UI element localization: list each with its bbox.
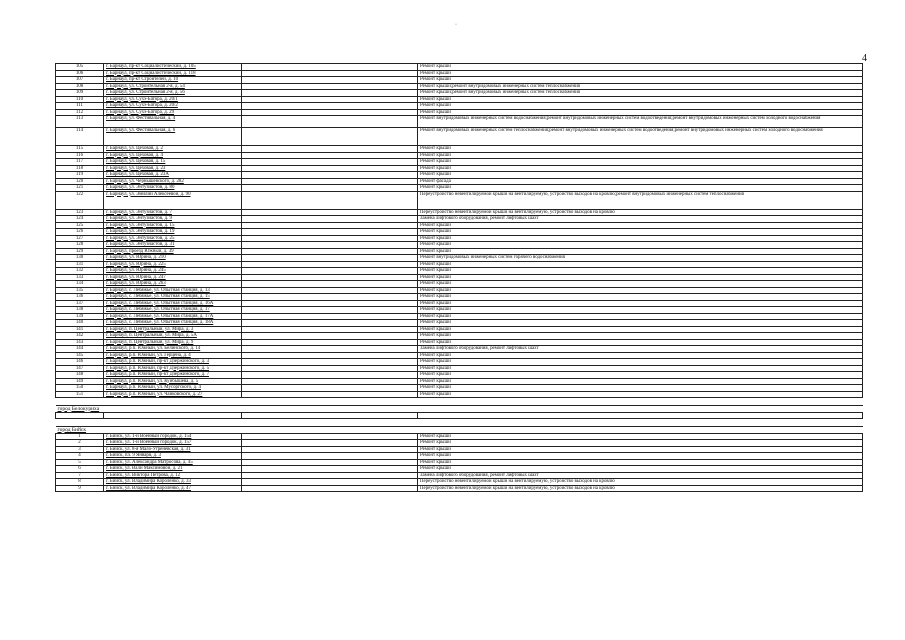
row-work-type: Ремонт крыши <box>418 103 863 110</box>
row-number: 1 <box>56 433 104 440</box>
row-address: г. Барнаул, с. Лебяжье, ул. Опытная станция, д. 18А <box>104 320 242 327</box>
row-address: г. Барнаул, пр-кт Строителей, д. 10 <box>104 77 242 84</box>
row-address: г. Барнаул, ул. Юрина, д. 247 <box>104 274 242 281</box>
row-work-type: Ремонт крыши <box>418 453 863 460</box>
row-address: г. Барнаул, ул. Энтузиастов, д. 31 <box>104 242 242 249</box>
row-number: 120 <box>56 178 104 185</box>
row-number: 2 <box>56 440 104 447</box>
row-number: 125 <box>56 222 104 229</box>
row-work-type: Переустройство невентилируемой крыши на вентилируемую, устройство выходов на кровлю <box>418 479 863 486</box>
row-work-type: Ремонт крыши <box>418 446 863 453</box>
row-work-type: Ремонт крыши <box>418 146 863 153</box>
row-work-type: Ремонт крыши <box>418 326 863 333</box>
table-row <box>56 191 863 209</box>
row-address: г. Барнаул, р.п. Южный, ул. Чайковского, д. 27 <box>104 391 242 398</box>
row-work-type: Ремонт крыши <box>418 287 863 294</box>
row-address: г. Барнаул, пр-кт Социалистический, д. 118 <box>104 70 242 77</box>
row-work-type: Ремонт внутридомовых инженерных систем горячего водоснабжения <box>418 255 863 262</box>
row-number: 130 <box>56 255 104 262</box>
row-address: г. Барнаул, ул. Юрина, д. 263 <box>104 281 242 288</box>
row-work-type: Ремонт крыши <box>418 433 863 440</box>
row-number: 131 <box>56 261 104 268</box>
row-number: 3 <box>56 446 104 453</box>
row-address: г. Барнаул, р.п. Южный, ул. Мусоргского, д. 4 <box>104 385 242 392</box>
row-address: г. Бийск, ул. Владимира Короленко, д. 47 <box>104 485 242 492</box>
row-number: 133 <box>56 274 104 281</box>
row-address: г. Барнаул, с. Лебяжье, ул. Опытная станция, д. 17А <box>104 313 242 320</box>
row-number: 143 <box>56 339 104 346</box>
row-work-type: Ремонт крыши <box>418 352 863 359</box>
row-work-type: Ремонт внутридомовых инженерных систем теплоснабжения;ремонт внутридомовых инженерных систем водоотведения;ремонт внутридомовых инженерных систем холодного водоснабжения <box>418 128 863 146</box>
row-number: 132 <box>56 268 104 275</box>
row-address: г. Барнаул, ул. Цеховая, д. 4 <box>104 152 242 159</box>
row-number: 115 <box>56 146 104 153</box>
row-address: г. Барнаул, ул. Юрина, д. 225 <box>104 261 242 268</box>
row-address: г. Барнаул, ул. Сухэ-Батора, д. 20/2 <box>104 103 242 110</box>
row-work-type: Ремонт крыши;ремонт внутридомовых инженерных систем теплоснабжения <box>418 83 863 90</box>
row-work-type: Ремонт крыши <box>418 222 863 229</box>
row-address: г. Барнаул, ул. Сухэ-Батора, д. 20/1 <box>104 96 242 103</box>
row-number: 151 <box>56 391 104 398</box>
row-number: 117 <box>56 159 104 166</box>
row-number: 121 <box>56 185 104 192</box>
row-number: 4 <box>56 453 104 460</box>
row-address: г. Бийск, ул. Александра Матросова, д. 45 <box>104 459 242 466</box>
row-number: 139 <box>56 313 104 320</box>
row-work-type: Ремонт крыши;ремонт внутридомовых инженерных систем теплоснабжения <box>418 90 863 97</box>
row-work-type: Ремонт крыши <box>418 359 863 366</box>
row-address: г. Барнаул, ул. Юрина, д. 210 <box>104 255 242 262</box>
row-address: г. Барнаул, ул. Цеховая, д. 23 <box>104 165 242 172</box>
row-address: г. Барнаул, р.п. Южный, пр-кт Дзержинского, д. 7 <box>104 372 242 379</box>
row-work-type: Ремонт крыши <box>418 385 863 392</box>
row-work-type: Ремонт крыши <box>418 96 863 103</box>
row-address: г. Барнаул, ул. Энтузиастов, д. 25 <box>104 235 242 242</box>
row-number: 113 <box>56 116 104 128</box>
row-number: 123 <box>56 209 104 216</box>
row-number: 150 <box>56 385 104 392</box>
row-address: г. Барнаул, ул. Энтузиастов, д. 15 <box>104 222 242 229</box>
row-address: г. Барнаул, ул. Сухэ-Батора, д. 29 <box>104 109 242 116</box>
row-work-type: Ремонт крыши <box>418 391 863 398</box>
row-number: 146 <box>56 359 104 366</box>
row-work-type: Переустройство невентилируемой крыши на вентилируемую, устройство выходов на кровлю;ремонт внутридомовых инженерных систем теплоснабжения <box>418 191 863 209</box>
row-number: 118 <box>56 165 104 172</box>
row-number: 137 <box>56 300 104 307</box>
row-work-type: Ремонт крыши <box>418 235 863 242</box>
row-address: г. Барнаул, проезд Южный, д. 39 <box>104 248 242 255</box>
row-address: г. Барнаул, ул. Энтузиастов, д. 80 <box>104 185 242 192</box>
row-number: 6 <box>56 466 104 473</box>
row-number: 145 <box>56 352 104 359</box>
row-address: г. Барнаул, с. Лебяжье, ул. Опытная станция, д. 13 <box>104 287 242 294</box>
row-work-type: Ремонт крыши <box>418 77 863 84</box>
row-number: 149 <box>56 378 104 385</box>
row-address: г. Барнаул, р.п. Южный, пр-кт Дзержинского, д. 3 <box>104 359 242 366</box>
row-number: 114 <box>56 128 104 146</box>
row-work-type: Ремонт крыши <box>418 294 863 301</box>
row-work-type: Ремонт крыши <box>418 248 863 255</box>
row-work-type: Замена лифтового оборудования, ремонт лифтовых шахт <box>418 216 863 223</box>
row-address: г. Барнаул, ул. Фестивальная, д. 6 <box>104 128 242 146</box>
row-address: г. Барнаул, с. Лебяжье, ул. Опытная станция, д. 16А <box>104 300 242 307</box>
row-work-type: Ремонт крыши <box>418 365 863 372</box>
row-address: г. Барнаул, ул. Строительная 2-я, д. 56 <box>104 90 242 97</box>
row-address: г. Барнаул, ул. Юрина, д. 245 <box>104 268 242 275</box>
row-address: г. Барнаул, ул. Энтузиастов, д. 9 <box>104 216 242 223</box>
row-number: 7 <box>56 472 104 479</box>
row-number: 135 <box>56 287 104 294</box>
row-work-type: Ремонт крыши <box>418 333 863 340</box>
section-heading-row <box>56 405 863 412</box>
row-address: г. Бийск, ул. Вали Максимовой, д. 21 <box>104 466 242 473</box>
row-work-type: Ремонт крыши <box>418 339 863 346</box>
row-work-type: Ремонт крыши <box>418 64 863 71</box>
row-number: 122 <box>56 191 104 209</box>
row-work-type: Переустройство невентилируемой крыши на вентилируемую, устройство выходов на кровлю <box>418 485 863 492</box>
row-work-type: Ремонт крыши <box>418 70 863 77</box>
row-work-type: Ремонт крыши <box>418 109 863 116</box>
row-address: г. Барнаул, ул. Фестивальная, д. 4 <box>104 116 242 128</box>
row-number: 106 <box>56 70 104 77</box>
row-address: г. Барнаул, ул. Цеховая, д. 2 <box>104 146 242 153</box>
row-number: 105 <box>56 64 104 71</box>
row-address: г. Барнаул, с. Лебяжье, ул. Опытная станция, д. 17 <box>104 307 242 314</box>
row-number: 147 <box>56 365 104 372</box>
row-work-type: Ремонт внутридомовых инженерных систем водоснабжения;ремонт внутридомовых инженерных систем водоотведения;ремонт внутридомовых инженерных систем холодного водоснабжения <box>418 116 863 128</box>
row-work-type: Ремонт крыши <box>418 242 863 249</box>
row-address: г. Бийск, ул. 1-й Военный городок, д. 154 <box>104 433 242 440</box>
row-work-type: Ремонт крыши <box>418 229 863 236</box>
row-work-type: Ремонт крыши <box>418 274 863 281</box>
row-address: г. Барнаул, ул. Цеховая, д. 23А <box>104 172 242 179</box>
row-number: 108 <box>56 83 104 90</box>
row-number: 128 <box>56 242 104 249</box>
row-work-type: Ремонт крыши <box>418 281 863 288</box>
row-number: 148 <box>56 372 104 379</box>
row-number: 127 <box>56 235 104 242</box>
row-work-type: Замена лифтового оборудования, ремонт лифтовых шахт <box>418 472 863 479</box>
row-address: г. Барнаул, р.п. Южный, ул. Герцена, д. 4 <box>104 352 242 359</box>
row-number: 141 <box>56 326 104 333</box>
row-number: 111 <box>56 103 104 110</box>
row-address: г. Барнаул, п. Центральный, ул. Мира, д. 9 <box>104 339 242 346</box>
section-heading-row <box>56 426 863 433</box>
row-number: 9 <box>56 485 104 492</box>
row-work-type: Ремонт крыши <box>418 313 863 320</box>
row-work-type: Ремонт крыши <box>418 261 863 268</box>
row-work-type: Ремонт крыши <box>418 159 863 166</box>
row-number: 110 <box>56 96 104 103</box>
row-work-type: Ремонт крыши <box>418 152 863 159</box>
row-work-type: Ремонт крыши <box>418 320 863 327</box>
row-number: 109 <box>56 90 104 97</box>
row-work-type: Ремонт крыши <box>418 466 863 473</box>
row-work-type: Ремонт крыши <box>418 300 863 307</box>
section-title: город Белокуриха <box>57 405 100 412</box>
row-empty-cell <box>242 128 418 146</box>
row-address: г. Бийск, ул. Владимира Короленко, д. 33 <box>104 479 242 486</box>
row-address: г. Барнаул, пр-кт Социалистический, д. 105 <box>104 64 242 71</box>
row-number: 140 <box>56 320 104 327</box>
row-address: г. Бийск, ул. Виктора Петрова, д. 12 <box>104 472 242 479</box>
row-number: 136 <box>56 294 104 301</box>
row-work-type: Ремонт крыши <box>418 165 863 172</box>
row-number: 5 <box>56 459 104 466</box>
row-work-type: Замена лифтового оборудования, ремонт лифтовых шахт <box>418 346 863 353</box>
table-row <box>56 485 863 492</box>
row-address: г. Барнаул, ул. Цеховая, д. 15 <box>104 159 242 166</box>
row-work-type: Ремонт крыши <box>418 459 863 466</box>
row-address: г. Барнаул, п. Центральный, ул. Мира, д. 5А <box>104 333 242 340</box>
row-address: г. Барнаул, ул. Энтузиастов, д. 19 <box>104 229 242 236</box>
row-empty-cell <box>242 116 418 128</box>
row-number: 134 <box>56 281 104 288</box>
row-address: г. Барнаул, ул. Чернышевского, д. 282 <box>104 178 242 185</box>
row-address: г. Бийск, ул. 1-й Военный городок, д. 157 <box>104 440 242 447</box>
row-work-type: Ремонт крыши <box>418 378 863 385</box>
row-number: 142 <box>56 333 104 340</box>
row-number: 124 <box>56 216 104 223</box>
row-address: г. Барнаул, р.п. Южный, пр-кт Дзержинского, д. 5 <box>104 365 242 372</box>
section-spacer <box>56 398 863 406</box>
row-empty-cell <box>242 191 418 209</box>
row-number: 112 <box>56 109 104 116</box>
row-address: г. Барнаул, р.п. Южный, ул. Белинского, д. 14 <box>104 346 242 353</box>
scan-speck: · <box>455 22 457 28</box>
row-work-type: Ремонт фасада <box>418 178 863 185</box>
row-work-type: Ремонт крыши <box>418 307 863 314</box>
row-work-type: Ремонт крыши <box>418 268 863 275</box>
row-address: г. Барнаул, п. Центральный, ул. Мира, д. 3 <box>104 326 242 333</box>
row-number: 107 <box>56 77 104 84</box>
row-address: г. Бийск, пл. 9 Января, д. 3 <box>104 453 242 460</box>
row-address: г. Барнаул, ул. Энтузиастов, д. 7 <box>104 209 242 216</box>
row-work-type: Ремонт крыши <box>418 372 863 379</box>
row-number: 8 <box>56 479 104 486</box>
page-number: 4 <box>862 53 867 64</box>
row-number: 116 <box>56 152 104 159</box>
row-number: 129 <box>56 248 104 255</box>
row-work-type: Ремонт крыши <box>418 172 863 179</box>
repair-program-table <box>55 63 863 492</box>
row-address: г. Бийск, ул. 8-я Мало-Угреневская, д. 31 <box>104 446 242 453</box>
row-address: г. Барнаул, ул. Строительная 2-я, д. 54 <box>104 83 242 90</box>
row-work-type: Переустройство невентилируемой крыши на вентилируемую, устройство выходов на кровлю <box>418 209 863 216</box>
row-address: г. Барнаул, р.п. Южный, ул. Куйбышева, д. 5 <box>104 378 242 385</box>
row-empty-cell <box>242 485 418 492</box>
row-work-type: Ремонт крыши <box>418 185 863 192</box>
row-number: 119 <box>56 172 104 179</box>
row-address: г. Барнаул, с. Лебяжье, ул. Опытная станция, д. 15 <box>104 294 242 301</box>
row-number: 138 <box>56 307 104 314</box>
row-address: г. Барнаул, ул. Эмилии Алексеевой, д. 90 <box>104 191 242 209</box>
table-row <box>56 116 863 128</box>
row-work-type: Ремонт крыши <box>418 440 863 447</box>
row-number: 144 <box>56 346 104 353</box>
section-title: город Бийск <box>57 426 87 433</box>
row-number: 126 <box>56 229 104 236</box>
section-spacer <box>56 419 863 427</box>
table-row <box>56 128 863 146</box>
